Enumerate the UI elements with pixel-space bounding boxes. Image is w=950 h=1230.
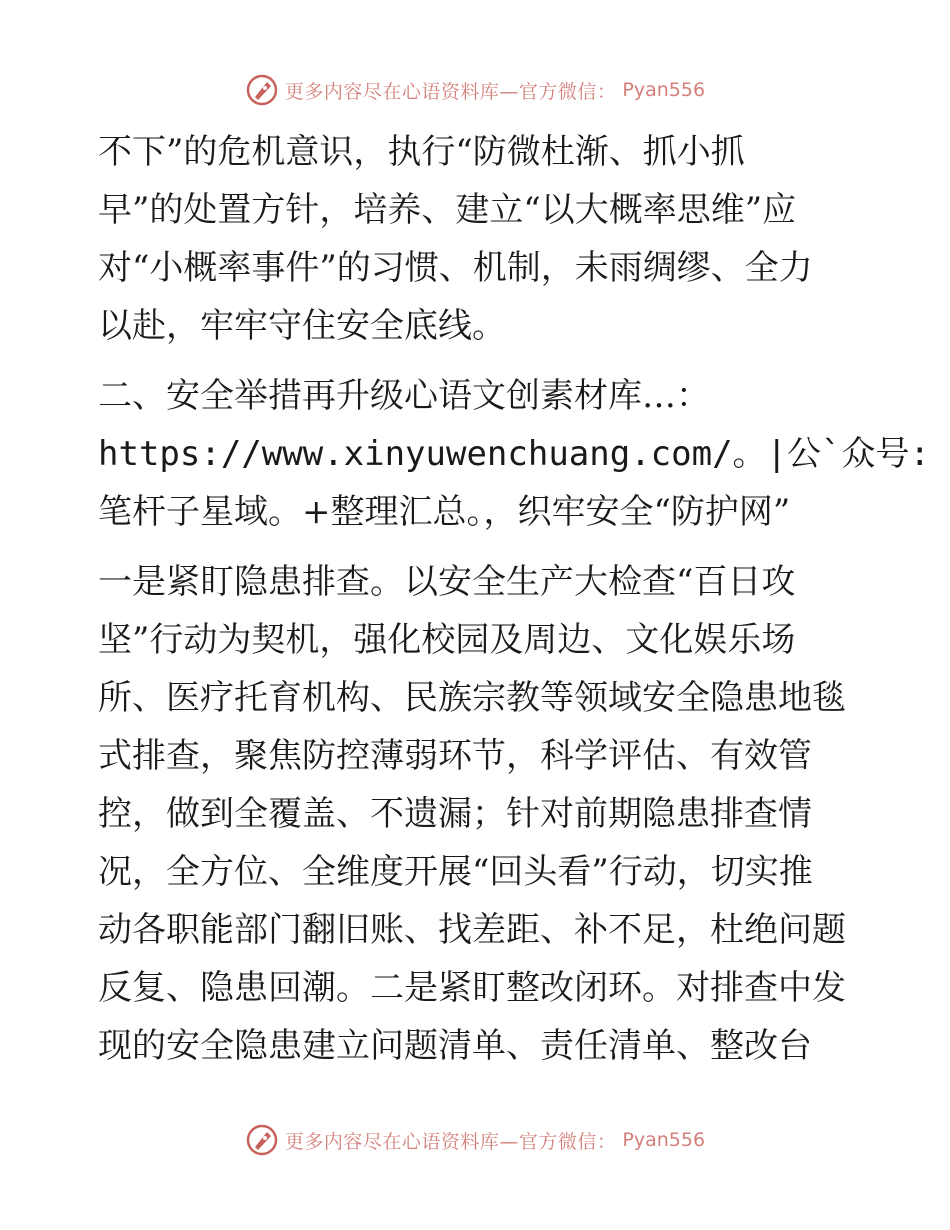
url-line: https://www.xinyuwenchuang.com/。|公`众号: — [98, 434, 930, 474]
watermark-wechat-id: Pyan556 — [622, 1129, 706, 1151]
watermark-banner — [245, 1123, 705, 1157]
text-line: 以赴，牢牢守住安全底线。 — [98, 306, 506, 346]
text-line: 坚”行动为契机，强化校园及周边、文化娱乐场 — [98, 620, 796, 660]
text-line: 早”的处置方针，培养、建立“以大概率思维”应 — [98, 190, 797, 230]
paragraph-1 — [98, 123, 858, 355]
text-line: 所、医疗托育机构、民族宗教等领域安全隐患地毯 — [98, 678, 846, 718]
watermark-wechat-id: Pyan556 — [622, 79, 706, 101]
text-line: 动各职能部门翻旧账、找差距、补不足，杜绝问题 — [98, 910, 846, 950]
watermark-text: 更多内容尽在心语资料库—官方微信： — [284, 80, 617, 103]
watermark-text: 更多内容尽在心语资料库—官方微信： — [284, 1130, 617, 1153]
text-line: 笔杆子星域。+整理汇总。，织牢安全“防护网” — [98, 492, 791, 532]
text-line: 控，做到全覆盖、不遗漏；针对前期隐患排查情 — [98, 794, 812, 834]
text-line: 一是紧盯隐患排查。以安全生产大检查“百日攻 — [98, 562, 796, 602]
text-line: 不下”的危机意识，执行“防微杜渐、抓小抓 — [98, 132, 745, 172]
document-body — [98, 123, 930, 1075]
header-watermark — [0, 70, 950, 110]
text-line: 反复、隐患回潮。二是紧盯整改闭环。对排查中发 — [98, 968, 846, 1008]
text-line: 况，全方位、全维度开展“回头看”行动，切实推 — [98, 852, 813, 892]
paragraph-3 — [98, 553, 858, 1075]
text-line: 现的安全隐患建立问题清单、责任清单、整改台 — [98, 1026, 812, 1066]
pen-nib-logo-icon — [245, 73, 279, 107]
text-line: 二、安全举措再升级心语文创素材库…： — [98, 376, 710, 416]
text-line: 式排查，聚焦防控薄弱环节，科学评估、有效管 — [98, 736, 812, 776]
text-line: 对“小概率事件”的习惯、机制，未雨绸缪、全力 — [98, 248, 813, 288]
watermark-banner — [245, 73, 705, 107]
paragraph-2 — [98, 367, 930, 541]
pen-nib-logo-icon — [245, 1123, 279, 1157]
footer-watermark — [0, 1120, 950, 1160]
